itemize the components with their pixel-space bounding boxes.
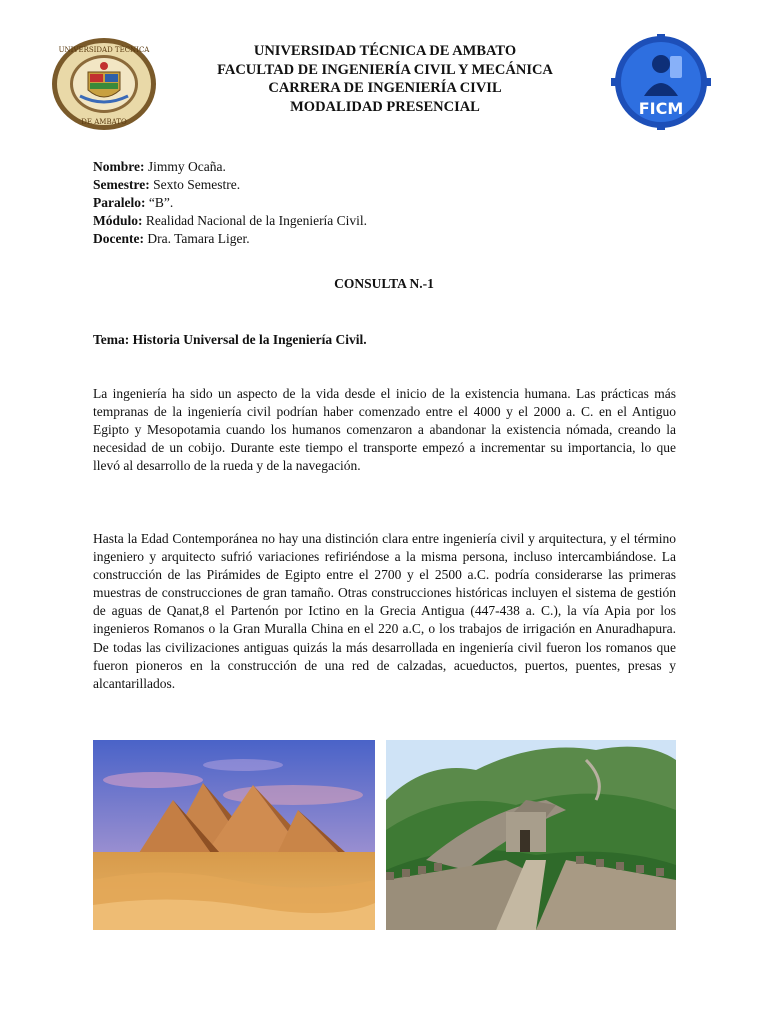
info-label: Paralelo: bbox=[93, 195, 146, 210]
university-seal-icon bbox=[50, 36, 158, 132]
great-wall-photo bbox=[386, 740, 676, 930]
info-value: Jimmy Ocaña. bbox=[147, 159, 226, 174]
svg-text:DE AMBATO: DE AMBATO bbox=[81, 118, 127, 126]
header-university: UNIVERSIDAD TÉCNICA DE AMBATO bbox=[253, 43, 517, 59]
info-row-semestre bbox=[93, 176, 367, 194]
info-label: Semestre: bbox=[93, 177, 150, 192]
header-modality: MODALIDAD PRESENCIAL bbox=[290, 98, 480, 115]
info-value: Dra. Tamara Liger. bbox=[147, 231, 250, 246]
header-faculty: FACULTAD DE INGENIERÍA CIVIL Y MECÁNICA bbox=[217, 61, 553, 78]
pyramids-photo bbox=[93, 740, 375, 930]
info-row-nombre bbox=[93, 158, 367, 176]
info-row-modulo bbox=[93, 212, 367, 230]
student-info bbox=[93, 158, 367, 248]
info-value: Realidad Nacional de la Ingeniería Civil. bbox=[145, 213, 368, 228]
info-label: Módulo: bbox=[93, 213, 143, 228]
info-label: Nombre: bbox=[93, 159, 145, 174]
header-career: CARRERA DE INGENIERÍA CIVIL bbox=[268, 80, 502, 96]
body-paragraph: La ingeniería ha sido un aspecto de la vida desde el inicio de la existencia humana. Las prácticas más tempranas de la ingeniería civil podrían haber comenzado entre el 4000 y el 2000 a. C. en el Antiguo Egipto y Mesopotamia cuando los humanos comenzaron a abandonar la existencia nómada, creando la necesidad de un cobijo. Durante este tiempo el transporte empezó a incrementar su importancia, lo que llevó al desarrollo de la rueda y de la navegación. bbox=[93, 386, 676, 474]
info-row-paralelo bbox=[93, 194, 367, 212]
info-value: “B”. bbox=[148, 195, 174, 210]
info-value: Sexto Semestre. bbox=[153, 177, 241, 192]
ficm-logo-text: FICM bbox=[638, 99, 684, 118]
body-paragraph: Hasta la Edad Contemporánea no hay una distinción clara entre ingeniería civil y arquitectura, y el término ingeniero y arquitecto sufrió variaciones refiriéndose a la misma persona, incluso intercambiándose. La construcción de las Pirámides de Egipto entre el 2700 y el 2500 a.C. podría considerarse las primeras muestras de construcciones de gran tamaño. Otras construcciones históricas incluyen el sistema de gestión de aguas de Qanat,8 el Partenón por Ictino en la Grecia Antigua (447-438 a. C.), la vía Apia por los ingenieros Romanos o la Gran Muralla China en el 220 a.C, o los trabajos de irrigación en Anuradhapura. De todas las civilizaciones antiguas quizás la más desarrollada en ingeniería civil fueron los romanos que fueron pioneros en la construcción de una red de calzadas, acueductos, puertos, puentes, presas y alcantarillados. bbox=[93, 531, 676, 691]
svg-text:UNIVERSIDAD TÉCNICA: UNIVERSIDAD TÉCNICA bbox=[58, 46, 150, 54]
topic-heading: Tema: Historia Universal de la Ingeniería Civil. bbox=[93, 332, 367, 347]
info-row-docente bbox=[93, 230, 367, 248]
institution-header bbox=[170, 42, 600, 116]
ficm-logo-icon bbox=[610, 34, 712, 130]
info-label: Docente: bbox=[93, 231, 144, 246]
document-title: CONSULTA N.-1 bbox=[334, 276, 434, 291]
